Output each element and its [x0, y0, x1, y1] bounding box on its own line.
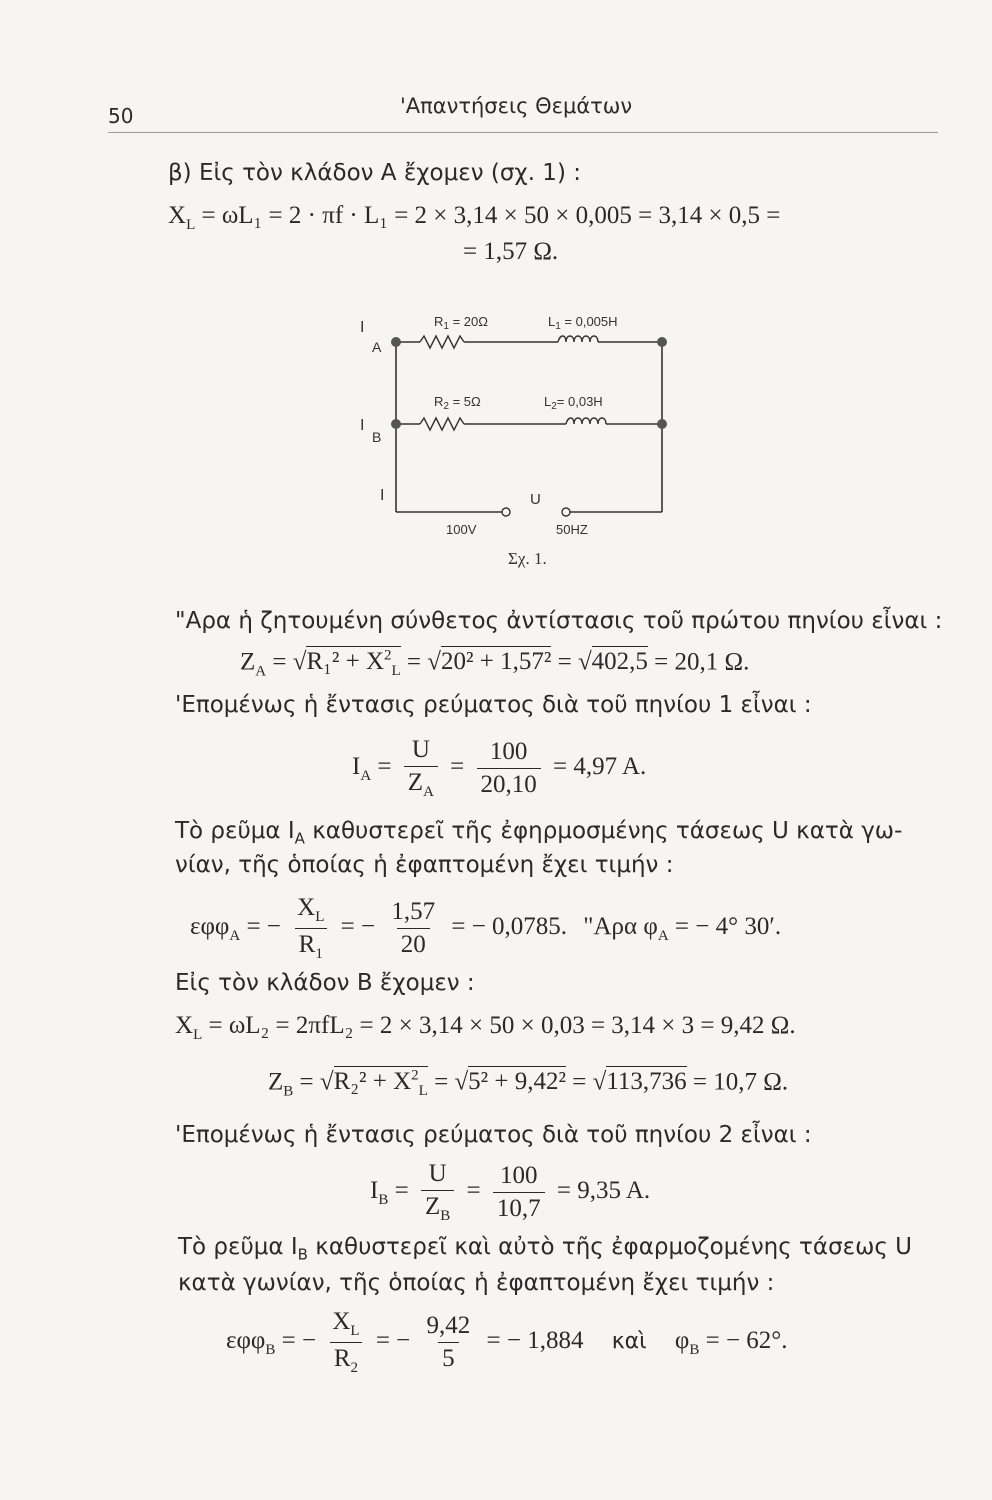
branch-b-current-intro: 'Επομένως ἡ ἔντασις ρεύματος διὰ τοῦ πηνίου 2 εἶναι : — [175, 1122, 812, 1148]
za-equation: $Z_A = √R_1^2 + X^2_L = √20^2 + 1,57^2 = √402,5 = 20,1$ Ω. — [240, 648, 750, 680]
tan-b-equation: εφφ$_B$ = − $\frac{X_L}{R_2}$ = − $\frac{9,42}{5}$ = − 1,884 καὶ $\varphi_B$ = − 62°. — [226, 1308, 788, 1376]
label-i: I — [380, 487, 385, 504]
page-number: 50 — [108, 104, 134, 128]
branch-b-lag-line2: κατὰ γωνίαν, τῆς ὁποίας ἡ ἐφαπτομένη ἔχει τιμήν : — [178, 1270, 775, 1296]
ia-equation: $I_A$ = $\frac{U}{Z_A}$ = $\frac{100}{20,10}$ = 4,97 A. — [352, 736, 647, 800]
resistor-r1 — [420, 336, 464, 348]
node-ib — [391, 419, 401, 429]
node-ia — [391, 337, 401, 347]
tan-a-equation: εφφ$_A$ = − $\frac{X_L}{R_1}$ = − $\frac{1,57}{20}$ = − 0,0785. "Αρα $\varphi_A$ = − 4° 30′. — [190, 894, 782, 962]
label-l2: $L_2= 0,03H$ — [544, 394, 603, 412]
label-l1: $L_1 = 0,005H$ — [548, 314, 618, 332]
branch-b-lag-line1: Τὸ ρεῦμα $I_B$ καθυστερεῖ καὶ αὐτὸ τῆς ἐφαρμοζομένης τάσεως U — [178, 1234, 912, 1264]
xl-equation-b: $X_L = \omega L_2 = 2\pi fL_2 = 2 \times 3,14 \times 50 \times 0,03 = 3,14 \times 3 = 9,42$ Ω. — [175, 1012, 796, 1043]
xl-equation-a: $X_L = \omega L_1 = 2 \cdot \pi f \cdot L_1 = 2 \times 3,14 \times 50 \times 0,005 = 3,14 \times 0,5$ = — [168, 202, 781, 233]
label-ia-sub: A — [372, 339, 382, 355]
branch-b-intro: Εἰς τὸν κλάδον Β ἔχομεν : — [175, 970, 475, 996]
label-frequency: 50HZ — [556, 522, 588, 537]
header-rule — [108, 132, 938, 133]
label-u: U — [530, 491, 541, 508]
label-voltage: 100V — [446, 522, 477, 537]
label-ia: I — [360, 319, 365, 336]
zb-equation: $Z_B = √R_2^2 + X^2_L = √5^2 + 9,42^2 = √113,736 = 10,7$ Ω. — [268, 1068, 789, 1100]
branch-a-intro: "Αρα ἡ ζητουμένη σύνθετος ἀντίστασις τοῦ πρώτου πηνίου εἶναι : — [175, 608, 943, 634]
figure-caption: Σχ. 1. — [508, 549, 547, 568]
branch-a-lag-line1: Τὸ ρεῦμα $I_A$ καθυστερεῖ τῆς ἐφηρμοσμένης τάσεως U κατὰ γω- — [175, 818, 903, 848]
terminal-left — [502, 508, 510, 516]
branch-a-lag-line2: νίαν, τῆς ὁποίας ἡ ἐφαπτομένη ἔχει τιμήν : — [175, 852, 674, 878]
running-title: 'Απαντήσεις Θεμάτων — [400, 94, 633, 118]
circuit-diagram — [360, 300, 690, 590]
section-b-intro: β) Εἰς τὸν κλάδον Α ἔχομεν (σχ. 1) : — [168, 160, 581, 186]
ib-equation: $I_B$ = $\frac{U}{Z_B}$ = $\frac{100}{10,7}$ = 9,35 A. — [370, 1160, 651, 1224]
label-ib: I — [360, 417, 365, 434]
terminal-right — [562, 508, 570, 516]
inductor-l1 — [558, 336, 598, 342]
resistor-r2 — [420, 418, 464, 430]
label-r2: $R_2 = 5\Omega$ — [434, 394, 481, 412]
xl-result-a: = 1,57 Ω. — [463, 238, 559, 265]
inductor-l2 — [566, 418, 606, 424]
node-b-right — [657, 419, 667, 429]
node-a-right — [657, 337, 667, 347]
label-r1: $R_1 = 20\Omega$ — [434, 314, 488, 332]
branch-a-current-intro: 'Επομένως ἡ ἔντασις ρεύματος διὰ τοῦ πηνίου 1 εἶναι : — [175, 692, 812, 718]
label-ib-sub: B — [372, 429, 382, 445]
